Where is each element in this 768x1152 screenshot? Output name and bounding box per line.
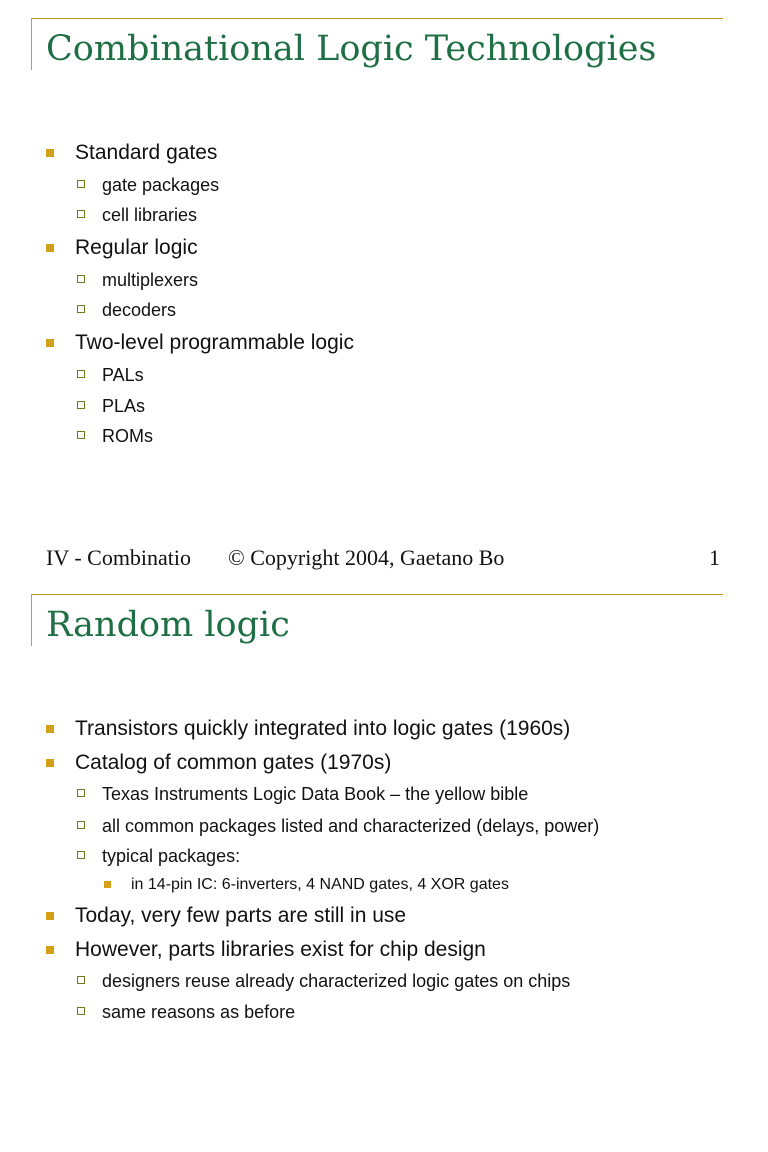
sub-sub-bullet-item: in 14-pin IC: 6-inverters, 4 NAND gates, 4 XOR gates xyxy=(131,876,509,893)
bullet-item: Catalog of common gates (1970s) xyxy=(75,751,392,774)
slide-2 xyxy=(0,576,768,1152)
bullet-item: Today, very few parts are still in use xyxy=(75,904,407,927)
sub-bullet-item: all common packages listed and characterized (delays, power) xyxy=(102,816,600,836)
bullet-item: However, parts libraries exist for chip design xyxy=(75,938,486,961)
sub-bullet-item: PALs xyxy=(102,365,144,385)
sub-bullet-item: decoders xyxy=(102,300,177,320)
sub-bullet-item: multiplexers xyxy=(102,270,199,290)
sub-bullet-item: Texas Instruments Logic Data Book – the yellow bible xyxy=(102,784,529,804)
slide-title: Combinational Logic Technologies xyxy=(46,29,657,69)
page-number: 1 xyxy=(709,545,720,570)
title-rule-horizontal xyxy=(31,18,723,19)
footer-copyright: © Copyright 2004, Gaetano Bo xyxy=(228,545,505,570)
footer-left: IV - Combinatio xyxy=(46,545,192,570)
sub-bullet-item: cell libraries xyxy=(102,205,198,225)
sub-bullet-item: ROMs xyxy=(102,426,153,446)
title-rule-vertical xyxy=(31,18,32,70)
slide-title: Random logic xyxy=(46,605,290,645)
title-rule-vertical xyxy=(31,594,32,646)
bullet-item: Two-level programmable logic xyxy=(75,331,354,354)
bullet-item: Standard gates xyxy=(75,141,218,164)
sub-bullet-item: designers reuse already characterized logic gates on chips xyxy=(102,971,571,991)
bullet-item: Regular logic xyxy=(75,236,198,259)
sub-bullet-item: gate packages xyxy=(102,175,220,195)
sub-bullet-item: same reasons as before xyxy=(102,1002,296,1022)
sub-bullet-item: typical packages: xyxy=(102,846,241,866)
title-rule-horizontal xyxy=(31,594,723,595)
bullet-item: Transistors quickly integrated into logic gates (1960s) xyxy=(75,717,571,740)
sub-bullet-item: PLAs xyxy=(102,396,146,416)
